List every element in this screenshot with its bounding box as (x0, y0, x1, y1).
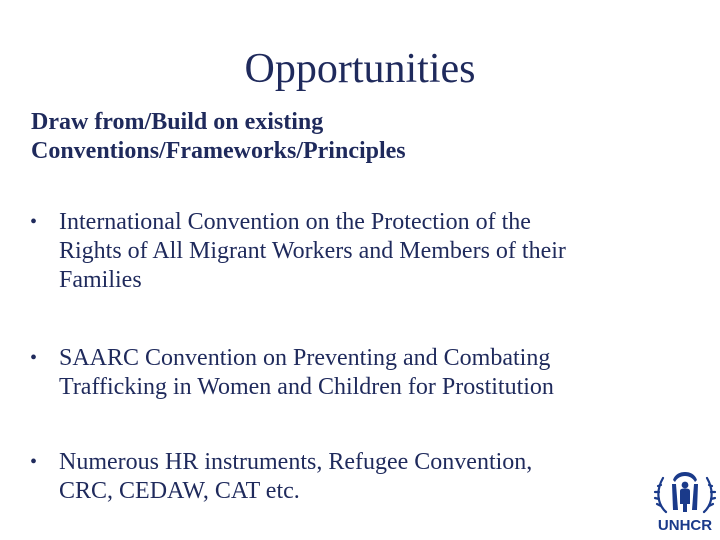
bullet-marker: • (30, 211, 38, 233)
bullet-line: Trafficking in Women and Children for Prostitution (59, 374, 554, 400)
subtitle-line-2: Conventions/Frameworks/Principles (31, 138, 406, 164)
bullet-line: Numerous HR instruments, Refugee Convention, (59, 449, 533, 475)
bullet-marker: • (30, 347, 38, 369)
bullet-item (30, 208, 699, 295)
slide-title: Opportunities (244, 46, 476, 92)
unhcr-emblem-icon (652, 466, 718, 518)
slide-subtitle (31, 108, 671, 166)
bullet-line: SAARC Convention on Preventing and Combating (59, 345, 551, 371)
bullet-line: International Convention on the Protection of the (59, 209, 531, 235)
bullet-marker: • (30, 451, 38, 473)
bullet-line: Rights of All Migrant Workers and Members of their (59, 238, 566, 264)
subtitle-line-1: Draw from/Build on existing (31, 109, 324, 135)
bullet-line: Families (59, 267, 142, 293)
bullet-item (30, 448, 699, 506)
bullet-item (30, 344, 699, 402)
unhcr-logo-text: UNHCR (657, 517, 713, 534)
bullet-line: CRC, CEDAW, CAT etc. (59, 478, 300, 504)
unhcr-logo (652, 466, 720, 540)
